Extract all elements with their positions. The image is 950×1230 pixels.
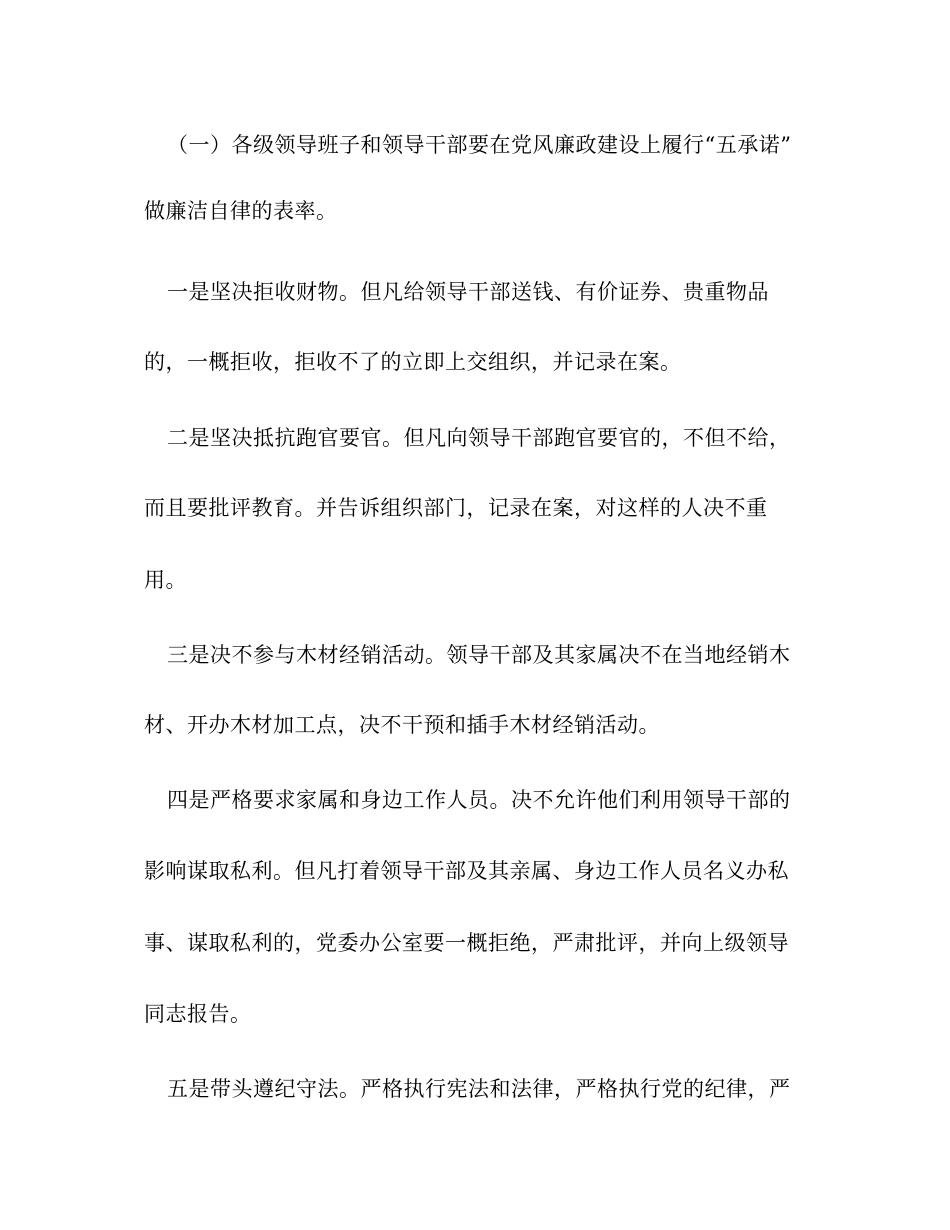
line-10: 四是严格要求家属和身边工作人员。决不允许他们利用领导干部的 xyxy=(167,788,791,812)
line-8: 三是决不参与木材经销活动。领导干部及其家属决不在当地经销木 xyxy=(167,643,791,667)
line-9: 材、开办木材加工点，决不干预和插手木材经销活动。 xyxy=(144,713,660,737)
line-12: 事、谋取私利的，党委办公室要一概拒绝，严肃批评，并向上级领导 xyxy=(144,931,789,955)
line-11: 影响谋取私利。但凡打着领导干部及其亲属、身边工作人员名义办私 xyxy=(144,859,789,883)
line-14: 五是带头遵纪守法。严格执行宪法和法律，严格执行党的纪律，严 xyxy=(167,1077,791,1101)
line-4: 的，一概拒收，拒收不了的立即上交组织，并记录在案。 xyxy=(144,350,682,374)
line-13: 同志报告。 xyxy=(144,1002,252,1026)
line-3: 一是坚决拒收财物。但凡给领导干部送钱、有价证券、贵重物品 xyxy=(167,280,769,304)
line-1: （一）各级领导班子和领导干部要在党风廉政建设上履行“五承诺” xyxy=(167,133,792,157)
line-6: 而且要批评教育。并告诉组织部门，记录在案，对这样的人决不重 xyxy=(144,496,768,520)
line-7: 用。 xyxy=(144,568,187,592)
line-2: 做廉洁自律的表率。 xyxy=(144,199,338,223)
line-5: 二是坚决抵抗跑官要官。但凡向领导干部跑官要官的，不但不给， xyxy=(167,426,791,450)
